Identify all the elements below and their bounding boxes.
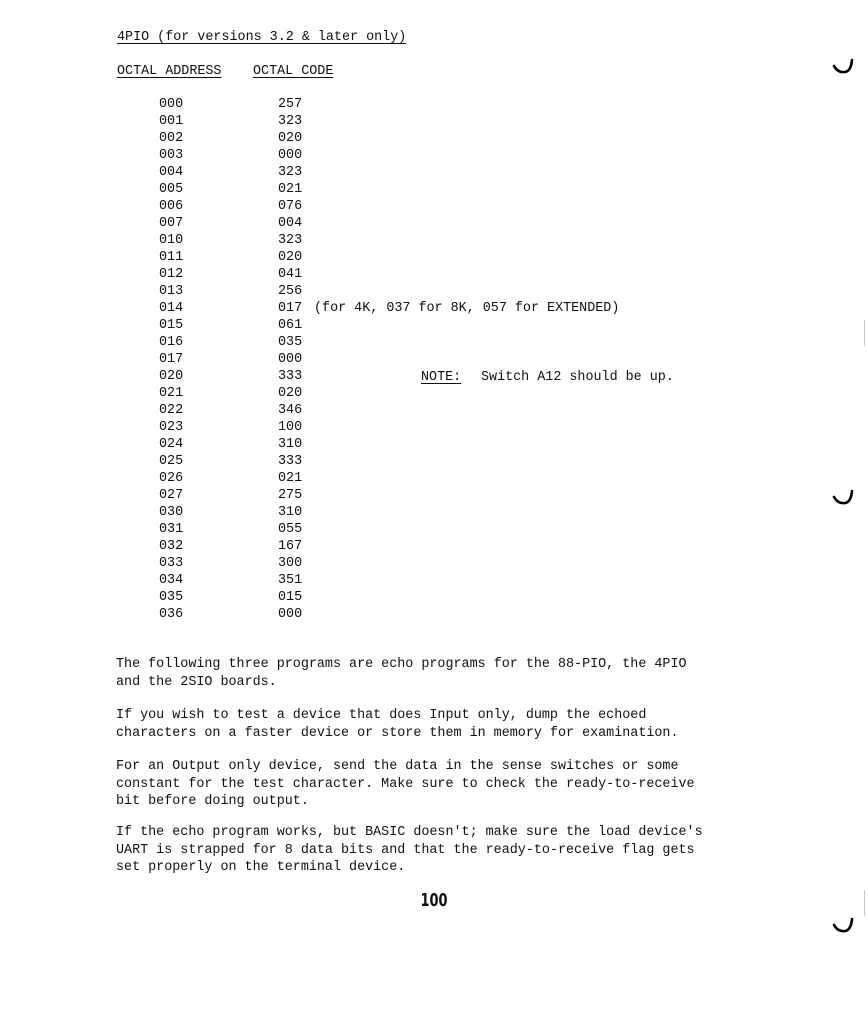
page-number: 100 (420, 890, 448, 911)
octal-address: 001 (159, 114, 184, 129)
paragraph-echo-programs: The following three programs are echo programs for the 88-PIO, the 4PIO and the 2SIO boards. (116, 657, 687, 690)
octal-address: 014 (159, 301, 184, 316)
octal-code: 020 (278, 131, 303, 146)
table-row (0, 215, 868, 232)
octal-address: 031 (159, 522, 184, 537)
octal-address: 002 (159, 131, 184, 146)
octal-address: 036 (159, 607, 184, 622)
table-row (0, 232, 868, 249)
table-row (0, 198, 868, 215)
punch-hole-mark-icon (832, 58, 852, 72)
octal-code: 000 (278, 607, 303, 622)
table-row (0, 181, 868, 198)
scan-edge-mark (864, 890, 865, 916)
octal-code: 017 (278, 301, 303, 316)
octal-table (0, 96, 868, 623)
table-row (0, 504, 868, 521)
octal-address: 035 (159, 590, 184, 605)
table-row (0, 385, 868, 402)
octal-address: 015 (159, 318, 184, 333)
table-row (0, 470, 868, 487)
table-row (0, 402, 868, 419)
scan-edge-mark (864, 320, 865, 346)
octal-address: 005 (159, 182, 184, 197)
octal-address: 026 (159, 471, 184, 486)
octal-code: 167 (278, 539, 303, 554)
note-label: NOTE: (421, 370, 462, 385)
table-row (0, 317, 868, 334)
octal-address: 020 (159, 369, 184, 384)
octal-code: 041 (278, 267, 303, 282)
note-text: Switch A12 should be up. (481, 370, 674, 385)
table-row (0, 300, 868, 317)
octal-address: 022 (159, 403, 184, 418)
octal-code: 323 (278, 165, 303, 180)
table-row (0, 572, 868, 589)
octal-address: 011 (159, 250, 184, 265)
octal-address: 010 (159, 233, 184, 248)
table-row (0, 96, 868, 113)
table-row (0, 487, 868, 504)
octal-address: 034 (159, 573, 184, 588)
octal-code: 300 (278, 556, 303, 571)
octal-code: 076 (278, 199, 303, 214)
octal-address: 000 (159, 97, 184, 112)
octal-code: 004 (278, 216, 303, 231)
octal-address: 016 (159, 335, 184, 350)
table-row (0, 266, 868, 283)
octal-code: 035 (278, 335, 303, 350)
octal-address: 021 (159, 386, 184, 401)
octal-address: 024 (159, 437, 184, 452)
table-row (0, 249, 868, 266)
octal-code: 061 (278, 318, 303, 333)
table-row (0, 589, 868, 606)
octal-address: 003 (159, 148, 184, 163)
octal-address: 013 (159, 284, 184, 299)
octal-address: 023 (159, 420, 184, 435)
octal-address: 027 (159, 488, 184, 503)
octal-address: 004 (159, 165, 184, 180)
octal-address: 032 (159, 539, 184, 554)
octal-code: 020 (278, 386, 303, 401)
table-row (0, 538, 868, 555)
octal-address: 012 (159, 267, 184, 282)
table-row (0, 419, 868, 436)
table-row (0, 113, 868, 130)
octal-code: 000 (278, 148, 303, 163)
octal-code: 310 (278, 505, 303, 520)
punch-hole-mark-icon (832, 489, 852, 503)
octal-code: 100 (278, 420, 303, 435)
table-row (0, 606, 868, 623)
octal-code: 055 (278, 522, 303, 537)
paragraph-troubleshooting: If the echo program works, but BASIC doesn't; make sure the load device's UART is strapped for 8 data bits and that the ready-to-receive flag gets set properly on the terminal device. (116, 825, 703, 875)
octal-code: 257 (278, 97, 303, 112)
column-header-address: OCTAL ADDRESS (117, 64, 222, 79)
octal-code: 256 (278, 284, 303, 299)
octal-address: 006 (159, 199, 184, 214)
paragraph-output-only: For an Output only device, send the data in the sense switches or some constant for the test character. Make sure to check the ready-to-receive bit before doing output. (116, 759, 695, 809)
octal-code: 333 (278, 369, 303, 384)
table-row (0, 130, 868, 147)
row-note: (for 4K, 037 for 8K, 057 for EXTENDED) (314, 301, 620, 316)
octal-code: 310 (278, 437, 303, 452)
table-row (0, 283, 868, 300)
octal-address: 033 (159, 556, 184, 571)
octal-address: 030 (159, 505, 184, 520)
octal-code: 351 (278, 573, 303, 588)
octal-code: 020 (278, 250, 303, 265)
table-row (0, 521, 868, 538)
table-row (0, 164, 868, 181)
table-row (0, 453, 868, 470)
table-row (0, 334, 868, 351)
paragraph-input-only: If you wish to test a device that does Input only, dump the echoed characters on a faster device or store them in memory for examination. (116, 708, 679, 741)
octal-code: 323 (278, 114, 303, 129)
table-row (0, 351, 868, 368)
octal-code: 323 (278, 233, 303, 248)
column-header-code: OCTAL CODE (253, 64, 334, 79)
octal-address: 025 (159, 454, 184, 469)
octal-code: 275 (278, 488, 303, 503)
octal-code: 015 (278, 590, 303, 605)
octal-code: 021 (278, 471, 303, 486)
octal-address: 017 (159, 352, 184, 367)
octal-code: 021 (278, 182, 303, 197)
octal-code: 000 (278, 352, 303, 367)
table-row (0, 555, 868, 572)
table-row (0, 436, 868, 453)
octal-address: 007 (159, 216, 184, 231)
octal-code: 346 (278, 403, 303, 418)
punch-hole-mark-icon (832, 917, 852, 931)
table-row (0, 147, 868, 164)
section-heading: 4PIO (for versions 3.2 & later only) (117, 30, 407, 45)
octal-code: 333 (278, 454, 303, 469)
